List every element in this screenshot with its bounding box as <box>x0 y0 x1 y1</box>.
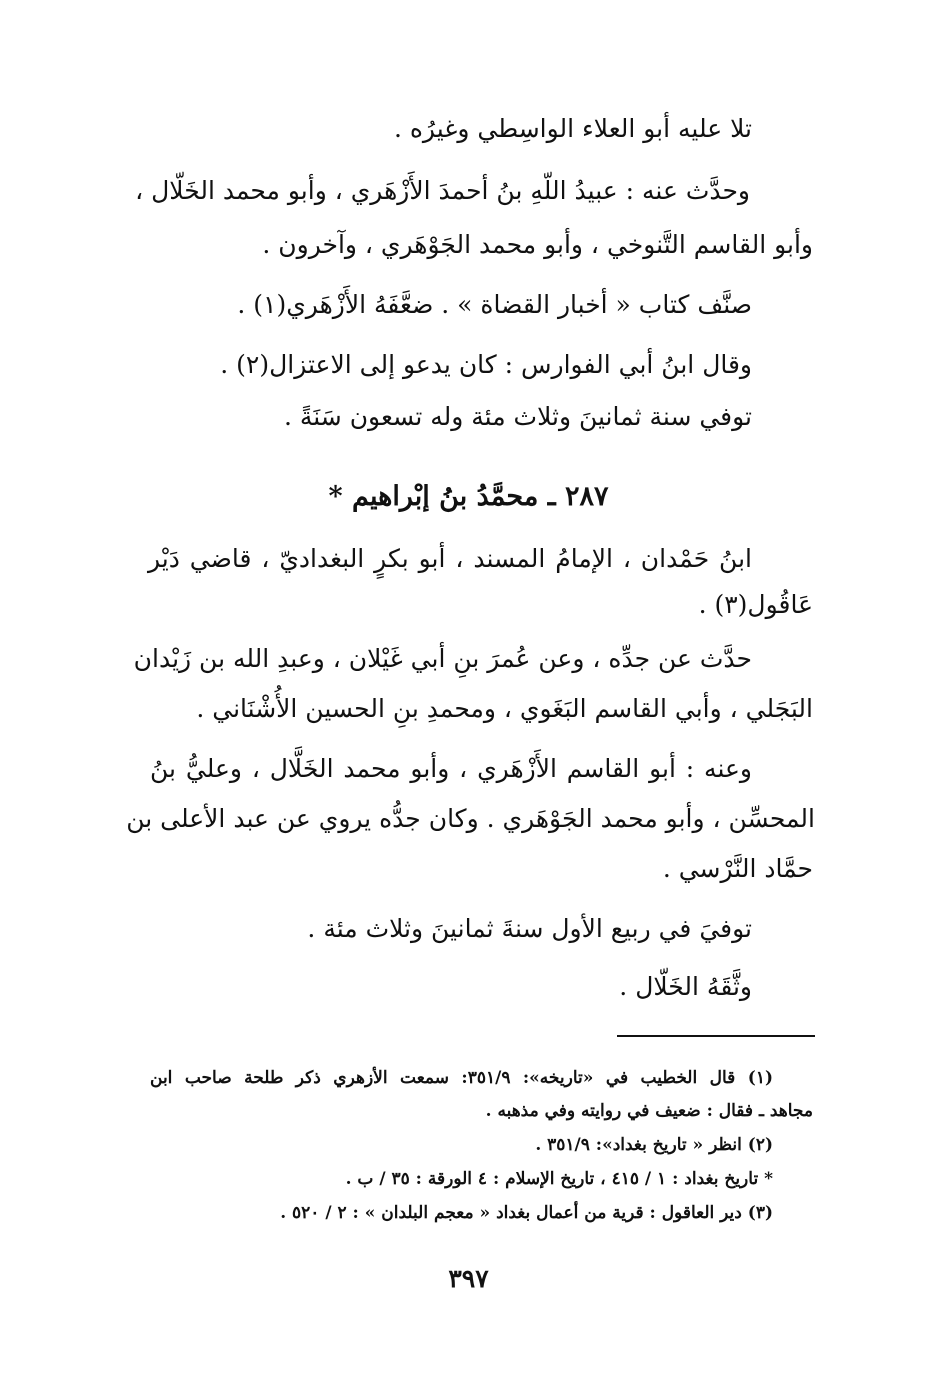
entry-line-6: المحسِّن ، وأبو محمد الجَوْهَري . وكان جدُّه يروي عن عبد الأعلى بن <box>126 804 815 833</box>
body-line-5: وقال ابنُ أبي الفوارس : كان يدعو إلى الاعتزال(٢) . <box>220 350 752 379</box>
footnote-1-line-1: (١) قال الخطيب في «تاريخه»: ٣٥١/٩: سمعت الأزهري ذكر طلحة صاحب ابن <box>150 1068 773 1088</box>
footnote-1-line-2: مجاهد ـ فقال : ضعيف في روايته وفي مذهبه . <box>485 1101 813 1121</box>
entry-line-3: حدَّث عن جدِّه ، وعن عُمرَ بنِ أبي غَيْلان ، وعبدِ الله بن زَيْدان <box>133 644 752 673</box>
body-line-6: توفي سنة ثمانينَ وثلاث مئة وله تسعون سَنَةً . <box>283 402 752 431</box>
footnote-3: (٣) دير العاقول : قرية من أعمال بغداد « معجم البلدان » : ٢ / ٥٢٠ . <box>280 1203 773 1223</box>
entry-line-1: ابنُ حَمْدان ، الإمامُ المسند ، أبو بكرٍ البغداديّ ، قاضي دَيْر <box>148 544 752 573</box>
page-number: ٣٩٧ <box>448 1264 489 1293</box>
entry-line-9: وثَّقَهُ الخَلّال . <box>619 972 752 1001</box>
footnote-2: (٢) انظر « تاريخ بغداد»: ٣٥١/٩ . <box>535 1135 773 1155</box>
body-line-4: صنَّف كتاب « أخبار القضاة » . ضعَّفَهُ الأَزْهَري(١) . <box>237 290 752 319</box>
entry-line-8: توفيَ في ربيع الأول سنةَ ثمانينَ وثلاث مئة . <box>307 914 752 943</box>
body-line-2: وحدَّث عنه : عبيدُ اللّهِ بنُ أحمدَ الأَزْهَري ، وأبو محمد الخَلّال ، <box>135 176 750 205</box>
body-line-1: تلا عليه أبو العلاء الواسِطي وغيرُه . <box>393 114 752 143</box>
entry-line-7: حمَّاد النَّرْسي . <box>662 854 813 883</box>
footnote-divider <box>617 1035 815 1037</box>
source-note: * تاريخ بغداد : ١ / ٤١٥ ، تاريخ الإسلام : ٤ الورقة : ٣٥ / ب . <box>345 1169 773 1189</box>
entry-heading: ٢٨٧ ـ محمَّدُ بنُ إبْراهيم * <box>328 481 609 512</box>
entry-line-5: وعنه : أبو القاسم الأَزْهَري ، وأبو محمد الخَلَّال ، وعليُّ بنُ <box>150 754 752 783</box>
entry-line-4: البَجَلي ، وأبي القاسم البَغَوي ، ومحمدِ بنِ الحسين الأُشْنَاني . <box>196 694 813 723</box>
entry-line-2: عَاقُول(٣) . <box>698 590 813 619</box>
body-line-3: وأبو القاسم التَّنوخي ، وأبو محمد الجَوْهَري ، وآخرون . <box>262 230 813 259</box>
